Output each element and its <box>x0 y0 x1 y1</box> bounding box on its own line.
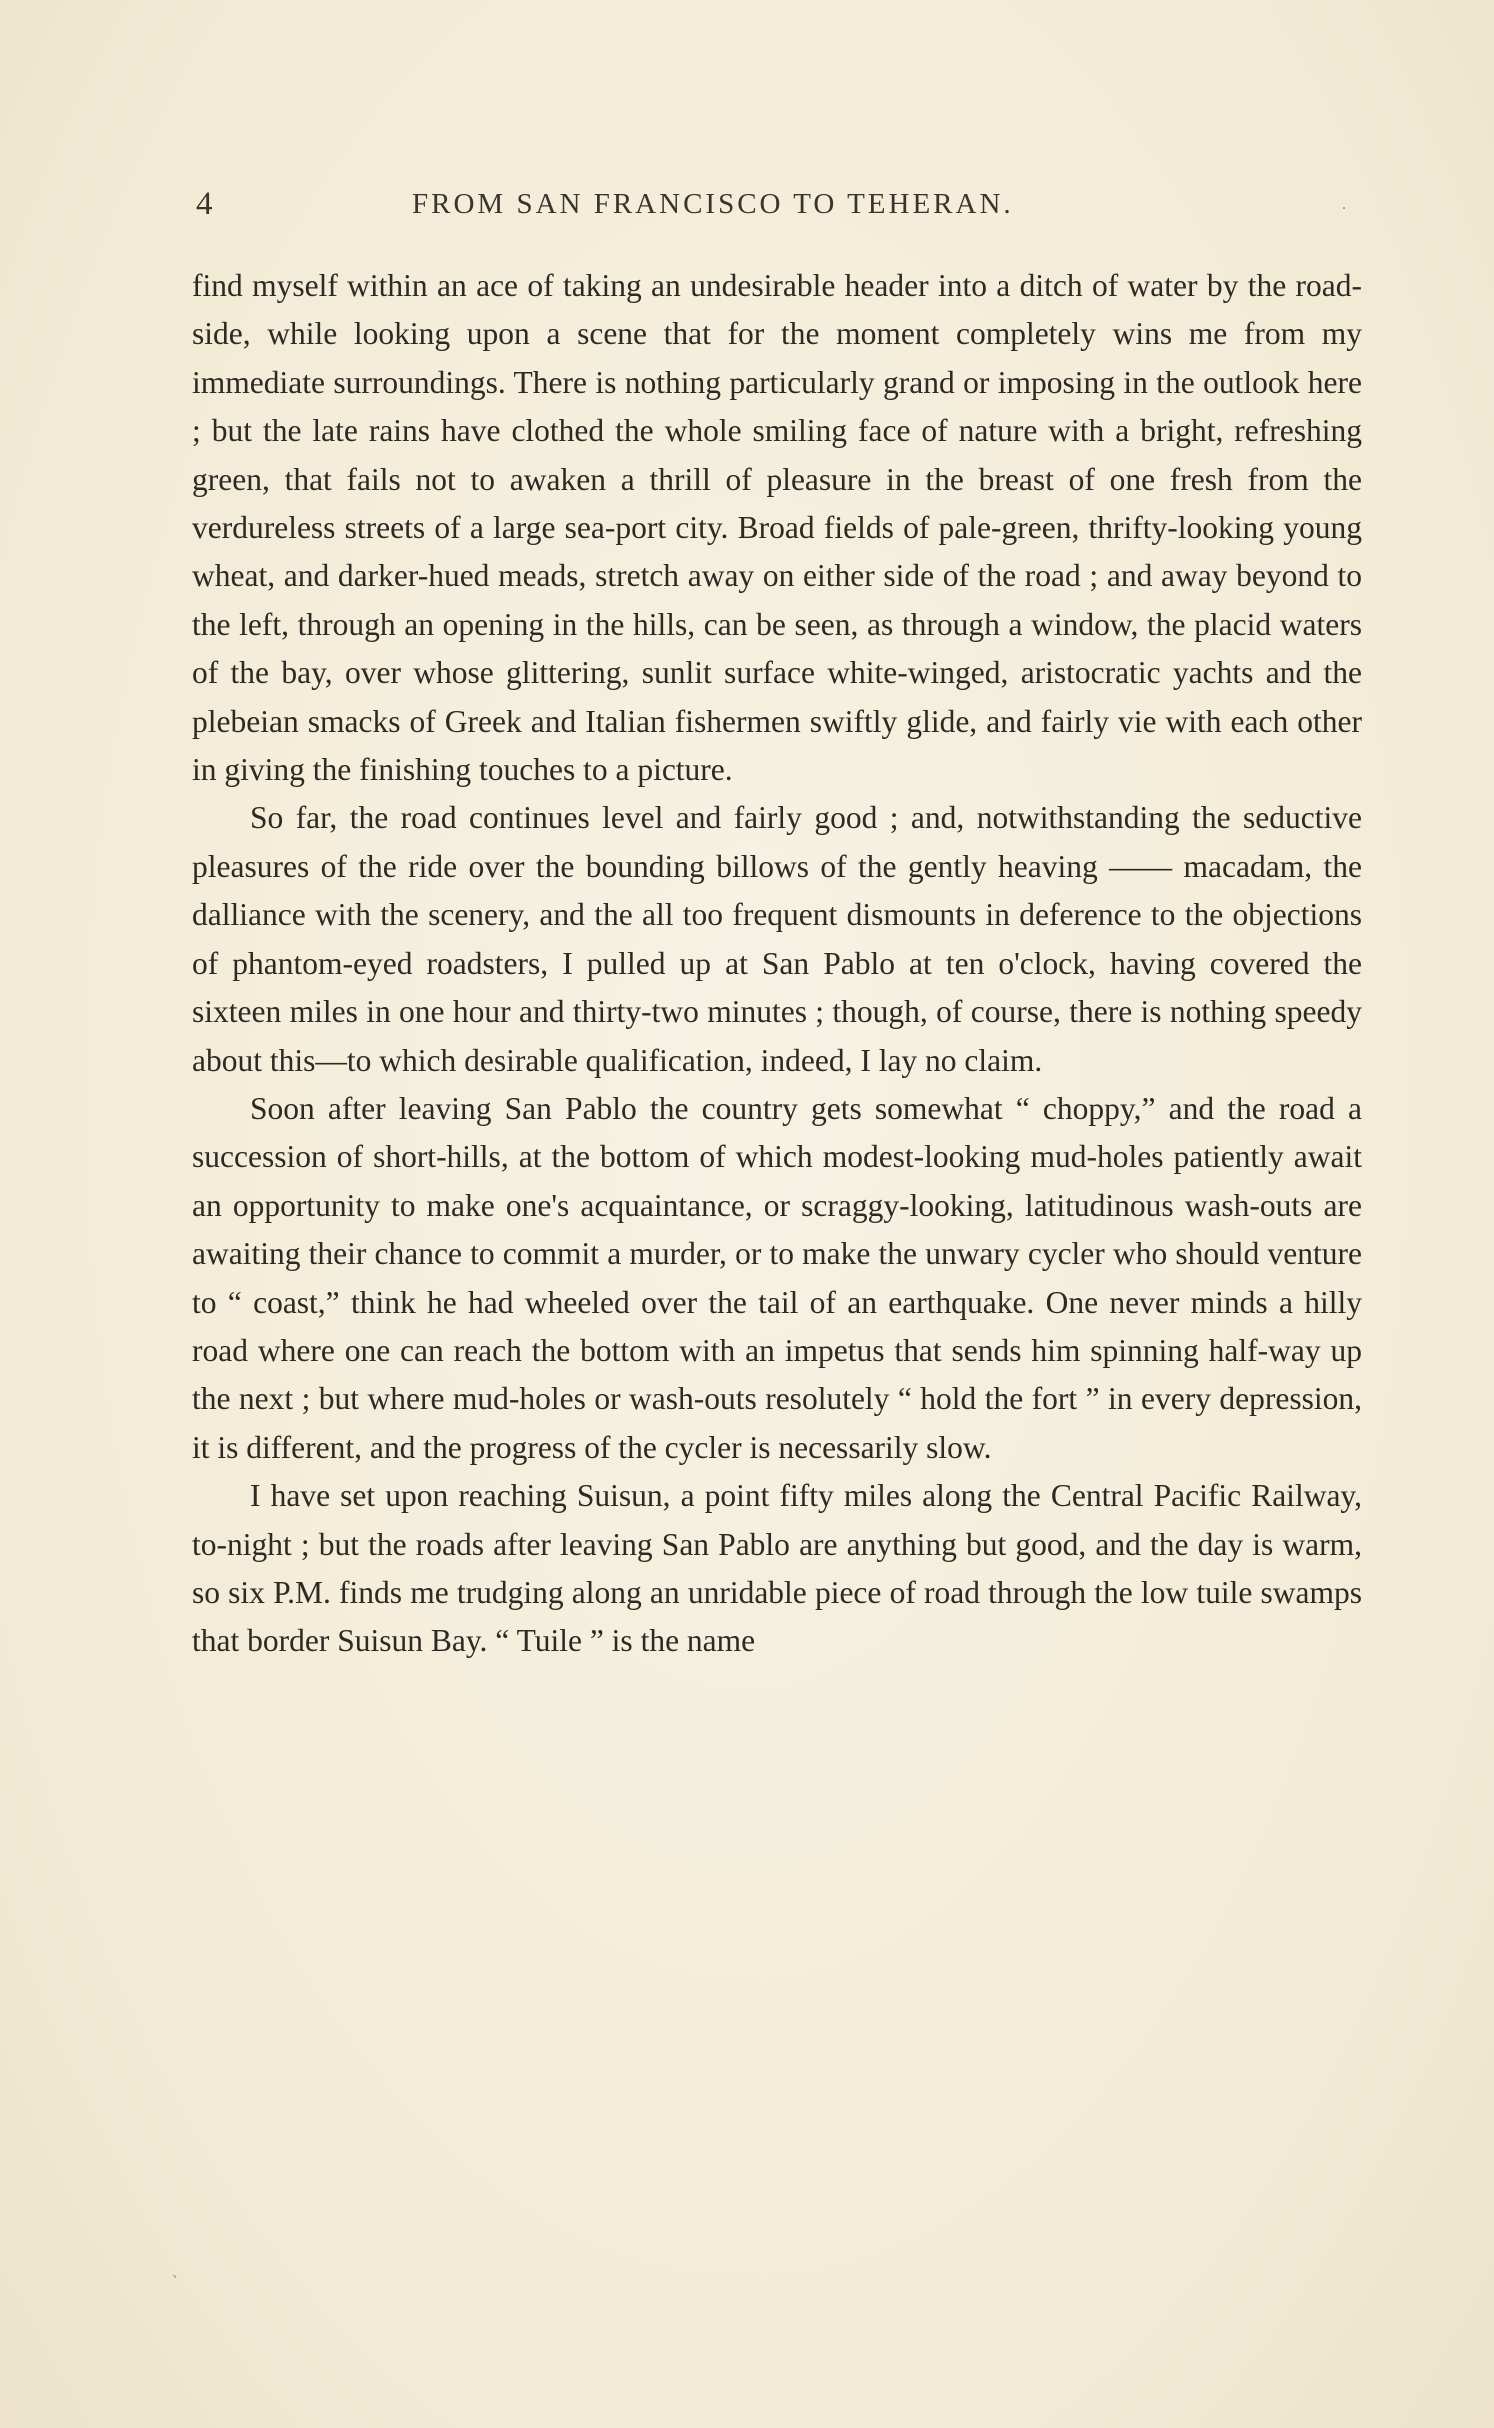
page-number: 4 <box>196 186 215 222</box>
paragraph-3: Soon after leaving San Pablo the country gets somewhat “ choppy,” and the road a succession of short-hills, at the bottom of which modest-looking mud-holes patiently await an opportunity to make one's acquaintance, or scraggy-looking, latitudinous wash-outs are awaiting their chance to commit a murder, or to make the unwary cycler who should venture to “ coast,” think he had wheeled over the tail of an earthquake. One never minds a hilly road where one can reach the bottom with an impetus that sends him spinning half-way up the next ; but where mud-holes or wash-outs resolutely “ hold the fort ” in every depression, it is different, and the progress of the cycler is necessarily slow. <box>192 1090 1362 1465</box>
paragraph-2: So far, the road continues level and fairly good ; and, notwithstanding the seductive pleasures of the ride over the bounding billows of the gently heaving —— macadam, the dalliance with the scenery, and the all too frequent dismounts in deference to the objections of phantom-eyed roadsters, I pulled up at San Pablo at ten o'clock, having covered the sixteen miles in one hour and thirty-two minutes ; though, of course, there is nothing speedy about this—to which desirable qualification, indeed, I lay no claim. <box>192 800 1362 1078</box>
running-title: FROM SAN FRANCISCO TO TEHERAN. <box>412 188 1014 220</box>
paragraph-4: I have set upon reaching Suisun, a point fifty miles along the Central Pacific Railway, to-night ; but the roads after leaving San Pablo are anything but good, and the day is warm, so six P.M. finds me trudging along an unridable piece of road through the low tuile swamps that border Suisun Bay. “ Tuile ” is the name <box>192 1478 1362 1659</box>
header-dot: . <box>1342 196 1348 213</box>
running-head <box>192 186 1362 226</box>
stray-mark: 、 <box>172 2265 186 2281</box>
paragraph-1: find myself within an ace of taking an undesirable header into a ditch of water by the road-side, while looking upon a scene that for the moment completely wins me from my immediate surroundings. There is nothing particularly grand or imposing in the outlook here ; but the late rains have clothed the whole smiling face of nature with a bright, refreshing green, that fails not to awaken a thrill of pleasure in the breast of one fresh from the verdureless streets of a large sea-port city. Broad fields of pale-green, thrifty-looking young wheat, and darker-hued meads, stretch away on either side of the road ; and away beyond to the left, through an opening in the hills, can be seen, as through a window, the placid waters of the bay, over whose glittering, sunlit surface white-winged, aristocratic yachts and the plebeian smacks of Greek and Italian fishermen swiftly glide, and fairly vie with each other in giving the finishing touches to a picture. <box>192 268 1362 788</box>
body-text <box>192 262 1362 1666</box>
